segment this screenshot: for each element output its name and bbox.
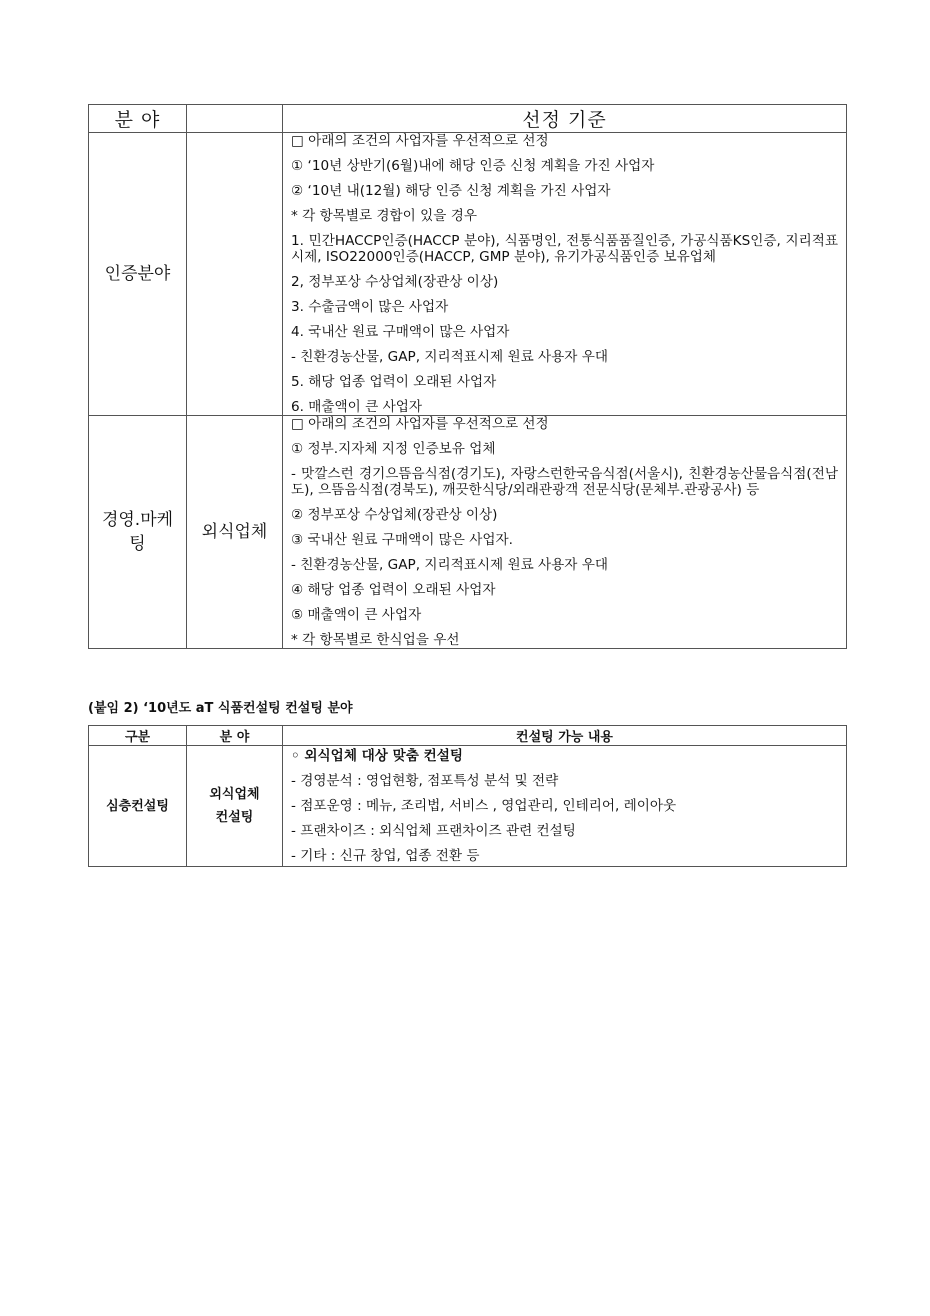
criteria-cell-management: [283, 416, 847, 649]
criteria-line: * 각 항목별로 경합이 있을 경우: [291, 208, 477, 224]
criteria-line: 3. 수출금액이 많은 사업자: [291, 298, 449, 315]
criteria-line: 6. 매출액이 큰 사업자: [291, 398, 422, 415]
criteria-line: □ 아래의 조건의 사업자를 우선적으로 선정: [291, 416, 549, 432]
criteria-line: 5. 해당 업종 업력이 오래된 사업자: [291, 373, 497, 390]
criteria-line: 4. 국내산 원료 구매액이 많은 사업자: [291, 323, 510, 340]
header-content: 컨설팅 가능 내용: [283, 726, 847, 746]
table-row: [89, 416, 847, 649]
content-line: - 점포운영 : 메뉴, 조리법, 서비스 , 영업관리, 인테리어, 레이아웃: [291, 798, 677, 814]
content-cell: [283, 746, 847, 867]
header-criteria: 선정 기준: [283, 105, 847, 133]
content-line: - 기타 : 신규 창업, 업종 전환 등: [291, 848, 480, 864]
row-sub-restaurant: [187, 416, 283, 649]
content-title: ◦ 외식업체 대상 맞춤 컨설팅: [291, 748, 464, 764]
row-field: [187, 746, 283, 867]
table-row: [89, 746, 847, 867]
criteria-line: * 각 항목별로 한식업을 우선: [291, 631, 460, 648]
row-field-management: [89, 416, 187, 649]
header-sub: [187, 105, 283, 133]
header-category: 구분: [89, 726, 187, 746]
content-line: - 프랜차이즈 : 외식업체 프랜차이즈 관련 컨설팅: [291, 823, 576, 839]
criteria-line: - 맛깔스런 경기으뜸음식점(경기도), 자랑스런한국음식점(서울시), 친환경농산물음식점(전남도), 으뜸음식점(경북도), 깨끗한식당/외래관광객 전문식당(문체부.관광공사) 등: [291, 466, 838, 498]
criteria-line: ① ‘10년 상반기(6월)내에 해당 인증 신청 계획을 가진 사업자: [291, 158, 655, 174]
criteria-line: ② 정부포상 수상업체(장관상 이상): [291, 506, 498, 523]
criteria-line: ② ‘10년 내(12월) 해당 인증 신청 계획을 가진 사업자: [291, 183, 611, 199]
table-row: [89, 133, 847, 416]
table-header-row: [89, 726, 847, 746]
row-field-certification: 인증분야: [89, 133, 187, 416]
criteria-line: 2, 정부포상 수상업체(장관상 이상): [291, 273, 499, 290]
field-text: 경영.마케팅: [101, 510, 174, 554]
criteria-line: ① 정부.지자체 지정 인증보유 업체: [291, 441, 496, 457]
sub-text: 외식업체: [201, 522, 268, 542]
criteria-cell-certification: [283, 133, 847, 416]
header-field: 분 야: [89, 105, 187, 133]
criteria-line: 1. 민간HACCP인증(HACCP 분야), 식품명인, 전통식품품질인증, 가공식품KS인증, 지리적표시제, ISO22000인증(HACCP, GMP 분야), 유기가공식품인증 보유업체: [291, 233, 838, 265]
header-field: 분 야: [187, 726, 283, 746]
consulting-field-table: [88, 725, 847, 867]
table-header-row: [89, 105, 847, 133]
appendix-caption: (붙임 2) ‘10년도 aT 식품컨설팅 컨설팅 분야: [88, 701, 353, 716]
criteria-line: □ 아래의 조건의 사업자를 우선적으로 선정: [291, 133, 549, 149]
criteria-line: ④ 해당 업종 업력이 오래된 사업자: [291, 581, 496, 598]
row-sub-certification: [187, 133, 283, 416]
criteria-line: - 친환경농산물, GAP, 지리적표시제 원료 사용자 우대: [291, 556, 609, 573]
content-line: - 경영분석 : 영업현황, 점포특성 분석 및 전략: [291, 773, 559, 789]
criteria-line: ③ 국내산 원료 구매액이 많은 사업자.: [291, 531, 513, 548]
row-category: 심층컨설팅: [89, 746, 187, 867]
field-text: 외식업체 컨설팅: [209, 787, 260, 825]
criteria-line: ⑤ 매출액이 큰 사업자: [291, 606, 422, 623]
criteria-line: - 친환경농산물, GAP, 지리적표시제 원료 사용자 우대: [291, 348, 609, 365]
selection-criteria-table: [88, 104, 847, 649]
